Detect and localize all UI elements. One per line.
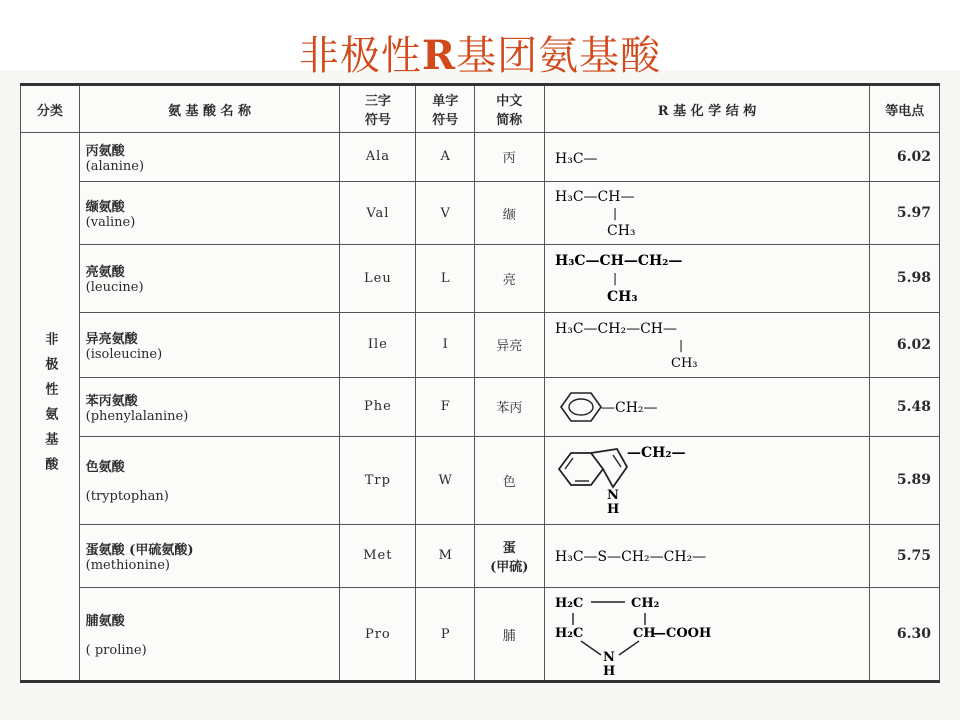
structure-text: CH₂ xyxy=(630,596,659,612)
tryptophan-structure xyxy=(551,441,841,519)
table-row xyxy=(21,377,940,436)
r-structure xyxy=(544,588,870,682)
table-row xyxy=(21,524,940,587)
three-letter: Phe xyxy=(340,377,416,436)
header-three-letter: 三字 符号 xyxy=(340,85,416,133)
structure-text: H₃C—S—CH₂—CH₂— xyxy=(554,548,706,565)
name-cell xyxy=(79,377,340,436)
category-label: 非极性氨基酸 xyxy=(42,331,58,482)
name-cell xyxy=(79,181,340,244)
isoelectric-point: 6.02 xyxy=(870,133,940,182)
name-en: (leucine) xyxy=(85,280,144,296)
name-en: (isoleucine) xyxy=(85,346,163,362)
name-cell xyxy=(79,312,340,377)
name-zh: 丙氨酸 xyxy=(85,143,125,159)
isoelectric-point: 5.48 xyxy=(870,377,940,436)
structure-text: H₃C—CH—CH₂— xyxy=(554,253,682,270)
isoelectric-point: 6.30 xyxy=(870,588,940,682)
name-cell xyxy=(79,524,340,587)
structure-text: H₂C xyxy=(554,626,583,642)
three-letter: Trp xyxy=(340,437,416,525)
name-zh: 脯氨酸 xyxy=(85,614,125,630)
structure-text: H xyxy=(602,664,615,678)
chinese-abbr: 丙 xyxy=(475,133,545,182)
double-bond xyxy=(613,455,621,467)
name-en: (methionine) xyxy=(85,557,170,573)
name-en: (phenylalanine) xyxy=(85,408,189,424)
isoelectric-point: 5.75 xyxy=(870,524,940,587)
three-letter: Leu xyxy=(340,245,416,312)
structure-text: CH₃ xyxy=(670,355,698,371)
structure-text: —CH₂— xyxy=(626,445,686,462)
methionine-structure xyxy=(551,539,841,573)
table-row xyxy=(21,437,940,525)
r-structure xyxy=(544,437,870,525)
chinese-abbr: 异亮 xyxy=(475,312,545,377)
chinese-abbr: 色 xyxy=(475,437,545,525)
structure-text: CH xyxy=(632,626,656,642)
name-en: (alanine) xyxy=(85,158,145,174)
r-structure xyxy=(544,524,870,587)
name-zh: 缬氨酸 xyxy=(85,200,125,216)
benzene-ring xyxy=(561,393,601,421)
table-row xyxy=(21,588,940,682)
structure-text: —COOH xyxy=(652,626,711,642)
category-cell xyxy=(21,133,80,682)
one-letter: M xyxy=(416,524,475,587)
name-en: ( proline) xyxy=(85,643,147,659)
structure-text: CH₃ xyxy=(606,289,638,306)
header-category: 分类 xyxy=(21,85,80,133)
name-en: (tryptophan) xyxy=(85,489,169,505)
structure-text: H xyxy=(606,502,619,518)
structure-text: H₂C xyxy=(554,596,583,612)
one-letter: A xyxy=(416,133,475,182)
name-zh: 色氨酸 xyxy=(85,460,125,476)
table-row xyxy=(21,245,940,312)
structure-text: H₃C—CH— xyxy=(554,189,635,206)
chinese-abbr: 亮 xyxy=(475,245,545,312)
indole-pyrrole-ring xyxy=(591,449,627,487)
header-name: 氨 基 酸 名 称 xyxy=(79,85,340,133)
bond-line xyxy=(619,641,639,655)
structure-text: H₃C—CH₂—CH— xyxy=(554,320,677,337)
name-cell xyxy=(79,133,340,182)
name-zh: 蛋氨酸 (甲硫氨酸) xyxy=(85,542,194,558)
benzene-inner-circle xyxy=(569,399,593,415)
chinese-abbr: 苯丙 xyxy=(475,377,545,436)
chinese-abbr: 脯 xyxy=(475,588,545,682)
name-zh: 异亮氨酸 xyxy=(85,331,138,347)
three-letter: Val xyxy=(340,181,416,244)
amino-acid-table xyxy=(20,83,940,683)
structure-text: CH₃ xyxy=(606,223,636,240)
r-structure xyxy=(544,377,870,436)
bond-line xyxy=(581,641,601,655)
name-cell xyxy=(79,437,340,525)
one-letter: W xyxy=(416,437,475,525)
one-letter: P xyxy=(416,588,475,682)
r-structure xyxy=(544,133,870,182)
structure-text: | xyxy=(612,206,617,221)
isoelectric-point: 5.89 xyxy=(870,437,940,525)
structure-text: N xyxy=(602,650,615,666)
chinese-abbr: 缬 xyxy=(475,181,545,244)
name-zh: 亮氨酸 xyxy=(85,265,125,281)
structure-text: —CH₂— xyxy=(600,399,658,416)
table-row xyxy=(21,133,940,182)
name-cell xyxy=(79,245,340,312)
header-r-structure: R 基 化 学 结 构 xyxy=(544,85,870,133)
three-letter: Ile xyxy=(340,312,416,377)
structure-text: H₃C— xyxy=(554,150,598,167)
name-en: (valine) xyxy=(85,215,136,231)
one-letter: F xyxy=(416,377,475,436)
chinese-abbr: 蛋 (甲硫) xyxy=(475,524,545,587)
leucine-structure xyxy=(551,249,841,307)
isoelectric-point: 6.02 xyxy=(870,312,940,377)
isoelectric-point: 5.97 xyxy=(870,181,940,244)
r-structure xyxy=(544,312,870,377)
structure-text: N xyxy=(606,488,619,504)
table-row xyxy=(21,312,940,377)
structure-text: | xyxy=(678,337,683,352)
alanine-structure xyxy=(551,142,841,172)
phenylalanine-structure xyxy=(551,385,841,429)
header-isoelectric: 等电点 xyxy=(870,85,940,133)
structure-text: | xyxy=(612,271,617,286)
three-letter: Met xyxy=(340,524,416,587)
one-letter: I xyxy=(416,312,475,377)
r-structure xyxy=(544,245,870,312)
one-letter: L xyxy=(416,245,475,312)
valine-structure xyxy=(551,185,841,241)
isoelectric-point: 5.98 xyxy=(870,245,940,312)
page-title: 非极性R基团氨基酸 xyxy=(298,32,662,79)
table-row xyxy=(21,181,940,244)
proline-structure xyxy=(551,591,841,677)
isoleucine-structure xyxy=(551,317,841,373)
r-structure xyxy=(544,181,870,244)
one-letter: V xyxy=(416,181,475,244)
name-zh: 苯丙氨酸 xyxy=(85,393,138,409)
three-letter: Pro xyxy=(340,588,416,682)
three-letter: Ala xyxy=(340,133,416,182)
header-one-letter: 单字 符号 xyxy=(416,85,475,133)
header-chinese-abbr: 中文 简称 xyxy=(475,85,545,133)
table-header-row xyxy=(21,85,940,133)
name-cell xyxy=(79,588,340,682)
